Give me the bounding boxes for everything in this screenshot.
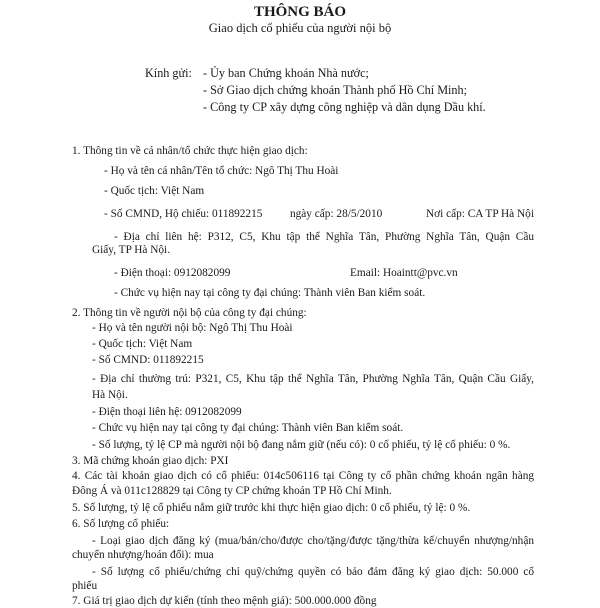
section1-nationality: - Quốc tịch: Việt Nam [104,185,205,197]
section2-name: - Họ và tên người nội bộ: Ngô Thị Thu Hoài [92,322,293,334]
document-subtitle: Giao dịch cổ phiếu của người nội bộ [208,21,392,35]
section1-issue-date: ngày cấp: 28/5/2010 [290,208,383,220]
recipient-3: - Công ty CP xây dựng công nghiệp và dân dụng Dầu khí. [203,100,486,114]
section1-heading: 1. Thông tin về cá nhân/tổ chức thực hiện giao dịch: [72,145,308,157]
section6-type-line1: - Loại giao dịch đăng ký (mua/bán/cho/được cho/tặng/được tặng/thừa kế/chuyển nhượng/nhận [92,535,534,547]
document-title: THÔNG BÁO [253,4,347,20]
recipient-1: - Ủy ban Chứng khoán Nhà nước; [203,66,369,80]
section2-heading: 2. Thông tin về người nội bộ của công ty đại chúng: [72,307,307,319]
section6-qty-line1: - Số lượng cổ phiếu/chứng chỉ quỹ/chứng quyền có bảo đảm đăng ký giao dịch: 50.000 cổ [92,566,534,578]
section3-stock-code: 3. Mã chứng khoán giao dịch: PXI [72,455,229,467]
recipients-label: Kính gửi: [145,66,192,80]
section2-address-line2: Hà Nội. [92,389,128,401]
section1-email: Email: Hoaintt@pvc.vn [350,267,458,279]
section2-nationality: - Quốc tịch: Việt Nam [92,338,193,350]
section2-position: - Chức vụ hiện nay tại công ty đại chúng: Thành viên Ban kiểm soát. [92,422,404,434]
recipient-2: - Sở Giao dịch chứng khoán Thành phố Hồ Chí Minh; [203,83,468,97]
section1-id-number: - Số CMND, Hộ chiếu: 011892215 [104,208,263,220]
section6-type-line2: chuyển nhượng/hoán đổi): mua [72,549,214,561]
section1-phone: - Điện thoại: 0912082099 [114,267,231,279]
section1-address-line2: Giấy, TP Hà Nội. [92,244,171,256]
section2-phone: - Điện thoại liên hệ: 0912082099 [92,406,242,418]
section4-line1: 4. Các tài khoản giao dịch có cổ phiếu: 014c506116 tại Công ty cổ phần chứng khoán ngân hàng [72,470,534,482]
section7-expected-value: 7. Giá trị giao dịch dự kiến (tính theo mệnh giá): 500.000.000 đồng [72,595,377,607]
section4-line2: Đông Á và 011c128829 tại Công ty CP chứng khoán TP Hồ Chí Minh. [72,485,392,497]
section1-issue-place: Nơi cấp: CA TP Hà Nội [426,208,534,220]
section6-heading: 6. Số lượng cổ phiếu: [72,518,170,530]
section2-id-number: - Số CMND: 011892215 [92,354,204,366]
section5-holdings-before: 5. Số lượng, tỷ lệ cổ phiếu nắm giữ trước khi thực hiện giao dịch: 0 cổ phiếu, tỷ lệ: 0 %. [72,502,471,514]
section2-address-line1: - Địa chỉ thường trú: P321, C5, Khu tập thể Nghĩa Tân, Phường Nghĩa Tân, Quận Cầu Giấy, [92,373,534,385]
section6-qty-line2: phiếu [72,580,98,592]
section1-name: - Họ và tên cá nhân/Tên tổ chức: Ngô Thị Thu Hoài [104,165,339,177]
section1-position: - Chức vụ hiện nay tại công ty đại chúng: Thành viên Ban kiểm soát. [114,287,426,299]
section1-address-line1: - Địa chỉ liên hệ: P312, C5, Khu tập thể Nghĩa Tân, Phường Nghĩa Tân, Quận Cầu [114,231,534,243]
section2-holdings: - Số lượng, tỷ lệ CP mà người nội bộ đang nắm giữ (nếu có): 0 cổ phiếu, tỷ lệ cổ phiếu: 0 %. [92,439,511,451]
